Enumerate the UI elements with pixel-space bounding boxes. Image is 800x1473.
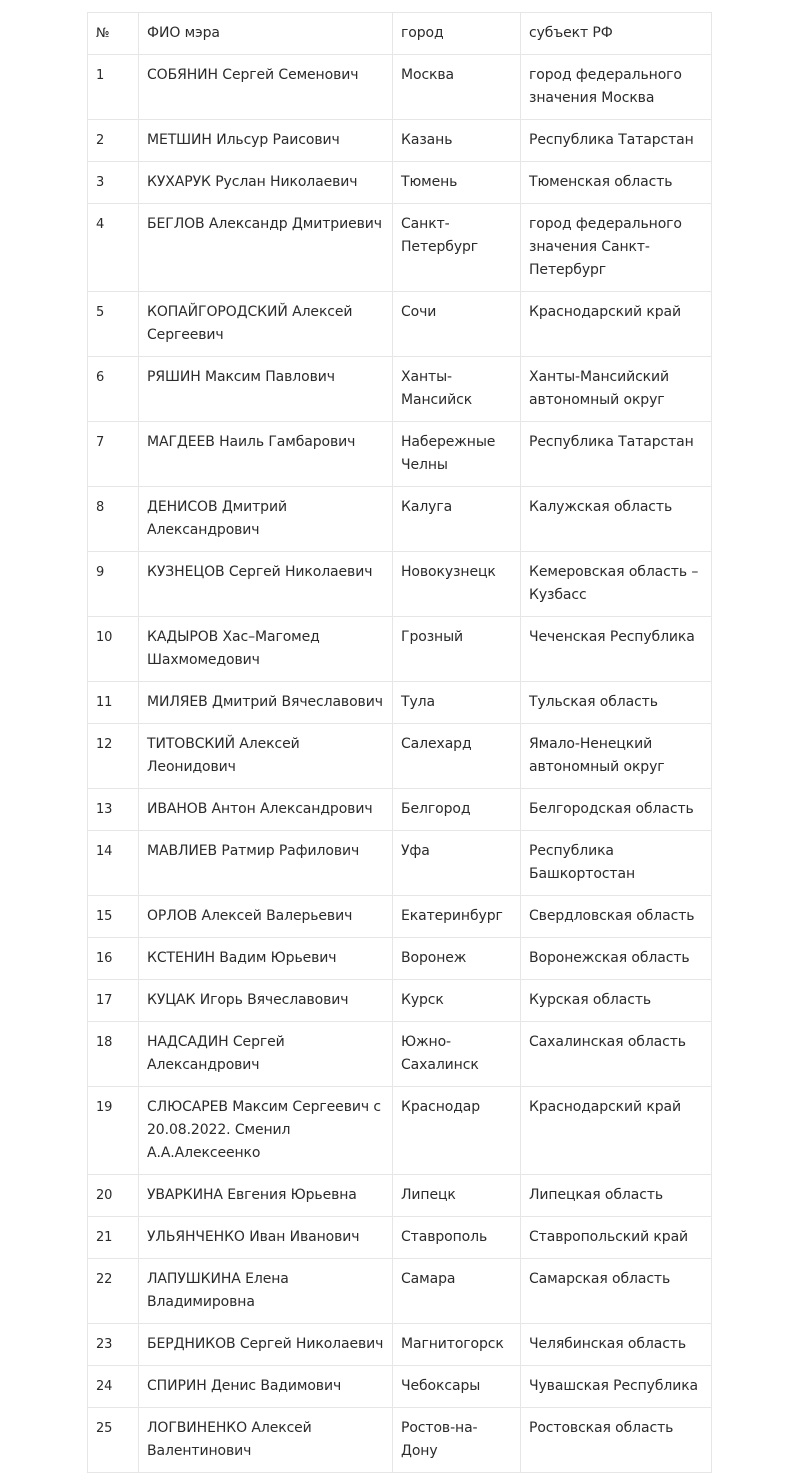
cell-city: Ханты-Мансийск — [393, 357, 521, 422]
cell-mayor-name: ЛАПУШКИНА Елена Владимировна — [139, 1259, 393, 1324]
table-row — [88, 292, 712, 357]
cell-city: Воронеж — [393, 938, 521, 980]
header-mayor-name: ФИО мэра — [139, 13, 393, 55]
cell-number: 7 — [88, 422, 139, 487]
cell-city: Курск — [393, 980, 521, 1022]
cell-city: Новокузнецк — [393, 552, 521, 617]
cell-mayor-name: УВАРКИНА Евгения Юрьевна — [139, 1175, 393, 1217]
cell-mayor-name: ИВАНОВ Антон Александрович — [139, 789, 393, 831]
cell-city: Краснодар — [393, 1087, 521, 1175]
cell-subject: Ставропольский край — [521, 1217, 712, 1259]
cell-mayor-name: БЕГЛОВ Александр Дмитриевич — [139, 204, 393, 292]
table-row — [88, 1217, 712, 1259]
cell-city: Москва — [393, 55, 521, 120]
cell-city: Ростов-на-Дону — [393, 1408, 521, 1473]
cell-number: 11 — [88, 682, 139, 724]
table-row — [88, 55, 712, 120]
cell-city: Тула — [393, 682, 521, 724]
mayors-table — [87, 12, 712, 1473]
cell-subject: Чувашская Республика — [521, 1366, 712, 1408]
table-row — [88, 980, 712, 1022]
cell-subject: Липецкая область — [521, 1175, 712, 1217]
table-row — [88, 1022, 712, 1087]
cell-subject: Чеченская Республика — [521, 617, 712, 682]
table-row — [88, 831, 712, 896]
table-row — [88, 1259, 712, 1324]
cell-subject: Республика Татарстан — [521, 120, 712, 162]
cell-mayor-name: НАДСАДИН Сергей Александрович — [139, 1022, 393, 1087]
cell-mayor-name: СПИРИН Денис Вадимович — [139, 1366, 393, 1408]
cell-subject: Белгородская область — [521, 789, 712, 831]
cell-subject: Республика Башкортостан — [521, 831, 712, 896]
cell-city: Екатеринбург — [393, 896, 521, 938]
cell-city: Сочи — [393, 292, 521, 357]
cell-number: 9 — [88, 552, 139, 617]
cell-subject: Калужская область — [521, 487, 712, 552]
cell-mayor-name: БЕРДНИКОВ Сергей Николаевич — [139, 1324, 393, 1366]
cell-number: 14 — [88, 831, 139, 896]
cell-subject: Краснодарский край — [521, 292, 712, 357]
cell-city: Грозный — [393, 617, 521, 682]
cell-mayor-name: МЕТШИН Ильсур Раисович — [139, 120, 393, 162]
cell-city: Казань — [393, 120, 521, 162]
cell-mayor-name: ЛОГВИНЕНКО Алексей Валентинович — [139, 1408, 393, 1473]
cell-city: Калуга — [393, 487, 521, 552]
table-row — [88, 789, 712, 831]
cell-mayor-name: МАВЛИЕВ Ратмир Рафилович — [139, 831, 393, 896]
table-row — [88, 422, 712, 487]
mayors-table-container — [87, 12, 711, 1473]
cell-subject: Воронежская область — [521, 938, 712, 980]
table-row — [88, 1087, 712, 1175]
table-row — [88, 938, 712, 980]
cell-mayor-name: МАГДЕЕВ Наиль Гамбарович — [139, 422, 393, 487]
cell-subject: Сахалинская область — [521, 1022, 712, 1087]
cell-city: Чебоксары — [393, 1366, 521, 1408]
cell-subject: Кемеровская область – Кузбасс — [521, 552, 712, 617]
cell-subject: Республика Татарстан — [521, 422, 712, 487]
cell-city: Магнитогорск — [393, 1324, 521, 1366]
cell-number: 8 — [88, 487, 139, 552]
table-row — [88, 162, 712, 204]
cell-mayor-name: КУХАРУК Руслан Николаевич — [139, 162, 393, 204]
table-row — [88, 682, 712, 724]
cell-mayor-name: РЯШИН Максим Павлович — [139, 357, 393, 422]
table-row — [88, 896, 712, 938]
cell-mayor-name: СЛЮСАРЕВ Максим Сергеевич с 20.08.2022. Сменил А.А.Алексеенко — [139, 1087, 393, 1175]
table-row — [88, 204, 712, 292]
cell-number: 21 — [88, 1217, 139, 1259]
cell-number: 15 — [88, 896, 139, 938]
cell-number: 25 — [88, 1408, 139, 1473]
table-header-row — [88, 13, 712, 55]
header-number: № — [88, 13, 139, 55]
cell-city: Уфа — [393, 831, 521, 896]
cell-number: 5 — [88, 292, 139, 357]
cell-number: 19 — [88, 1087, 139, 1175]
cell-mayor-name: СОБЯНИН Сергей Семенович — [139, 55, 393, 120]
cell-mayor-name: КАДЫРОВ Хас–Магомед Шахмомедович — [139, 617, 393, 682]
cell-mayor-name: КОПАЙГОРОДСКИЙ Алексей Сергеевич — [139, 292, 393, 357]
cell-subject: Самарская область — [521, 1259, 712, 1324]
cell-number: 24 — [88, 1366, 139, 1408]
cell-number: 10 — [88, 617, 139, 682]
header-city: город — [393, 13, 521, 55]
cell-mayor-name: ДЕНИСОВ Дмитрий Александрович — [139, 487, 393, 552]
cell-city: Санкт-Петербург — [393, 204, 521, 292]
cell-mayor-name: ТИТОВСКИЙ Алексей Леонидович — [139, 724, 393, 789]
cell-number: 3 — [88, 162, 139, 204]
cell-subject: Ханты-Мансийский автономный округ — [521, 357, 712, 422]
table-row — [88, 487, 712, 552]
cell-mayor-name: КСТЕНИН Вадим Юрьевич — [139, 938, 393, 980]
cell-number: 6 — [88, 357, 139, 422]
cell-number: 1 — [88, 55, 139, 120]
cell-city: Набережные Челны — [393, 422, 521, 487]
cell-subject: Краснодарский край — [521, 1087, 712, 1175]
table-row — [88, 1175, 712, 1217]
cell-subject: город федерального значения Москва — [521, 55, 712, 120]
cell-subject: Ростовская область — [521, 1408, 712, 1473]
table-row — [88, 1324, 712, 1366]
table-row — [88, 1366, 712, 1408]
cell-subject: город федерального значения Санкт-Петербург — [521, 204, 712, 292]
cell-city: Самара — [393, 1259, 521, 1324]
table-row — [88, 120, 712, 162]
cell-city: Липецк — [393, 1175, 521, 1217]
cell-subject: Тульская область — [521, 682, 712, 724]
table-row — [88, 724, 712, 789]
cell-mayor-name: УЛЬЯНЧЕНКО Иван Иванович — [139, 1217, 393, 1259]
cell-city: Южно-Сахалинск — [393, 1022, 521, 1087]
cell-number: 18 — [88, 1022, 139, 1087]
cell-number: 20 — [88, 1175, 139, 1217]
table-row — [88, 617, 712, 682]
table-row — [88, 552, 712, 617]
cell-number: 23 — [88, 1324, 139, 1366]
cell-city: Тюмень — [393, 162, 521, 204]
cell-subject: Свердловская область — [521, 896, 712, 938]
table-row — [88, 357, 712, 422]
cell-mayor-name: КУЗНЕЦОВ Сергей Николаевич — [139, 552, 393, 617]
cell-city: Салехард — [393, 724, 521, 789]
cell-city: Белгород — [393, 789, 521, 831]
cell-number: 17 — [88, 980, 139, 1022]
cell-number: 22 — [88, 1259, 139, 1324]
header-subject: субъект РФ — [521, 13, 712, 55]
cell-mayor-name: МИЛЯЕВ Дмитрий Вячеславович — [139, 682, 393, 724]
table-body — [88, 55, 712, 1473]
cell-mayor-name: ОРЛОВ Алексей Валерьевич — [139, 896, 393, 938]
cell-number: 13 — [88, 789, 139, 831]
cell-subject: Тюменская область — [521, 162, 712, 204]
cell-subject: Челябинская область — [521, 1324, 712, 1366]
cell-number: 4 — [88, 204, 139, 292]
cell-city: Ставрополь — [393, 1217, 521, 1259]
cell-subject: Ямало-Ненецкий автономный округ — [521, 724, 712, 789]
cell-mayor-name: КУЦАК Игорь Вячеславович — [139, 980, 393, 1022]
cell-subject: Курская область — [521, 980, 712, 1022]
table-row — [88, 1408, 712, 1473]
cell-number: 2 — [88, 120, 139, 162]
cell-number: 16 — [88, 938, 139, 980]
cell-number: 12 — [88, 724, 139, 789]
